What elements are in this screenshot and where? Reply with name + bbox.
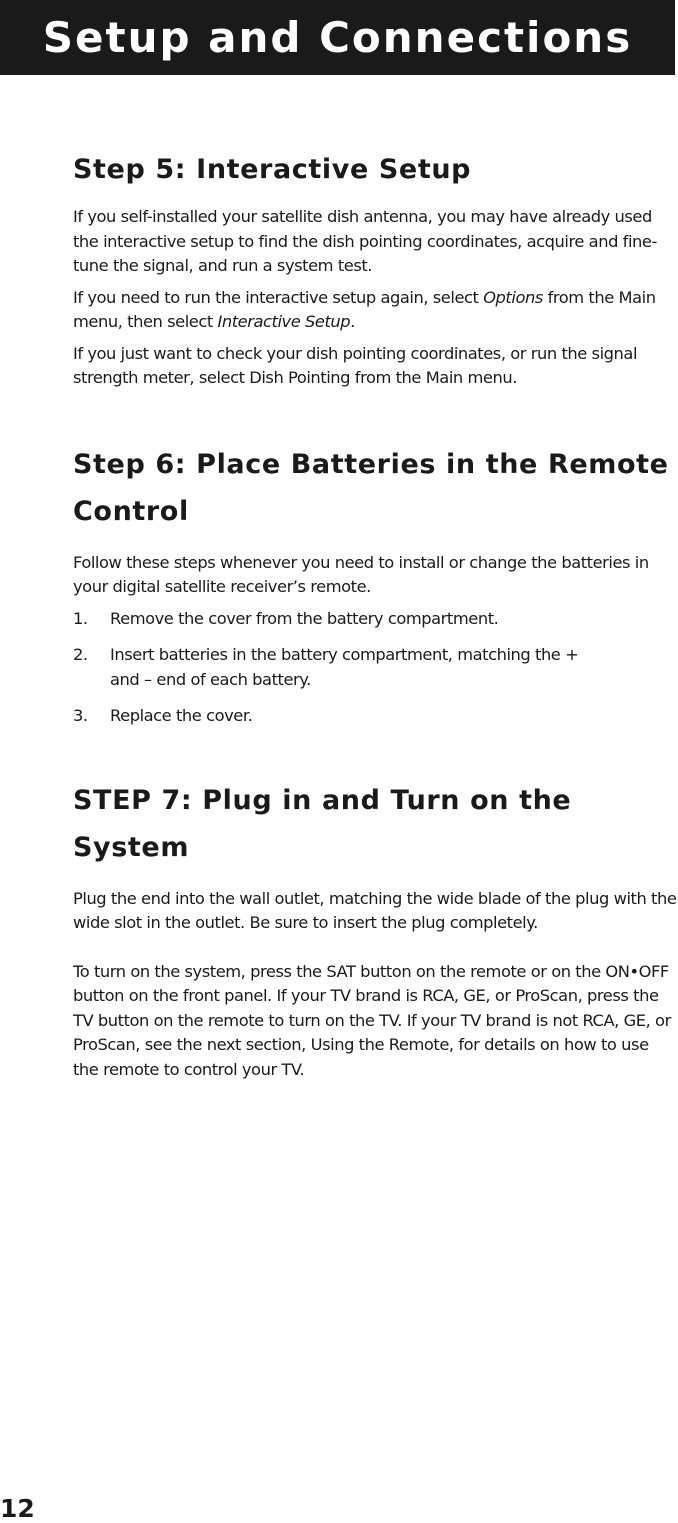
- page-title: Setup and Connections: [42, 13, 633, 62]
- main-content: [73, 146, 678, 1082]
- battery-steps-list: [73, 607, 678, 729]
- page-number: 12: [0, 1494, 35, 1523]
- options-menu-reference: Options: [483, 287, 543, 307]
- step6-section: [73, 441, 678, 729]
- list-item-text: Insert batteries in the battery compartment, matching the + and – end of each battery.: [110, 645, 579, 689]
- step6-heading: Step 6: Place Batteries in the Remote Control: [73, 448, 669, 527]
- step5-paragraph-2: [73, 286, 678, 335]
- list-item-text: Remove the cover from the battery compartment.: [110, 608, 499, 628]
- list-item: [73, 607, 678, 632]
- step7-heading: STEP 7: Plug in and Turn on the System: [73, 784, 572, 863]
- step7-paragraph-1: Plug the end into the wall outlet, matching the wide blade of the plug with the wide slot in the outlet. Be sure to insert the plug completely.: [73, 888, 677, 932]
- list-item-number: 2.: [73, 645, 88, 664]
- list-item: [73, 704, 678, 729]
- list-item-text: Replace the cover.: [110, 706, 253, 725]
- step5-paragraph-2-text-c: .: [350, 312, 355, 331]
- list-item-number: 3.: [73, 706, 88, 725]
- step7-section: [73, 777, 678, 1083]
- step5-paragraph-3: If you just want to check your dish pointing coordinates, or run the signal strength meter, select Dish Pointing from the Main menu.: [73, 343, 638, 387]
- list-item: [73, 643, 678, 692]
- step7-paragraph-2: To turn on the system, press the SAT button on the remote or on the ON•OFF button on the front panel. If your TV brand is RCA, GE, or ProScan, press the TV button on the remote to turn on the TV. If your TV brand is not RCA, GE, or ProScan, see the next section, Using the Remote, for details on how to use the remote to control your TV.: [73, 961, 671, 1079]
- step5-section: [73, 146, 678, 391]
- step5-paragraph-2-text-a: If you need to run the interactive setup again, select: [73, 287, 484, 307]
- interactive-setup-reference: Interactive Setup: [217, 312, 351, 331]
- step5-heading: Step 5: Interactive Setup: [73, 154, 472, 185]
- step5-paragraph-1: If you self-installed your satellite dish antenna, you may have already used the interactive setup to find the dish pointing coordinates, acquire and fine-tune the signal, and run a system test.: [73, 207, 657, 275]
- header-bar: [0, 0, 675, 75]
- step5-paragraph-2-text-b: from the Main menu, then select: [73, 287, 656, 331]
- list-item-number: 1.: [73, 608, 88, 628]
- step6-intro: Follow these steps whenever you need to install or change the batteries in your digital satellite receiver’s remote.: [73, 552, 649, 596]
